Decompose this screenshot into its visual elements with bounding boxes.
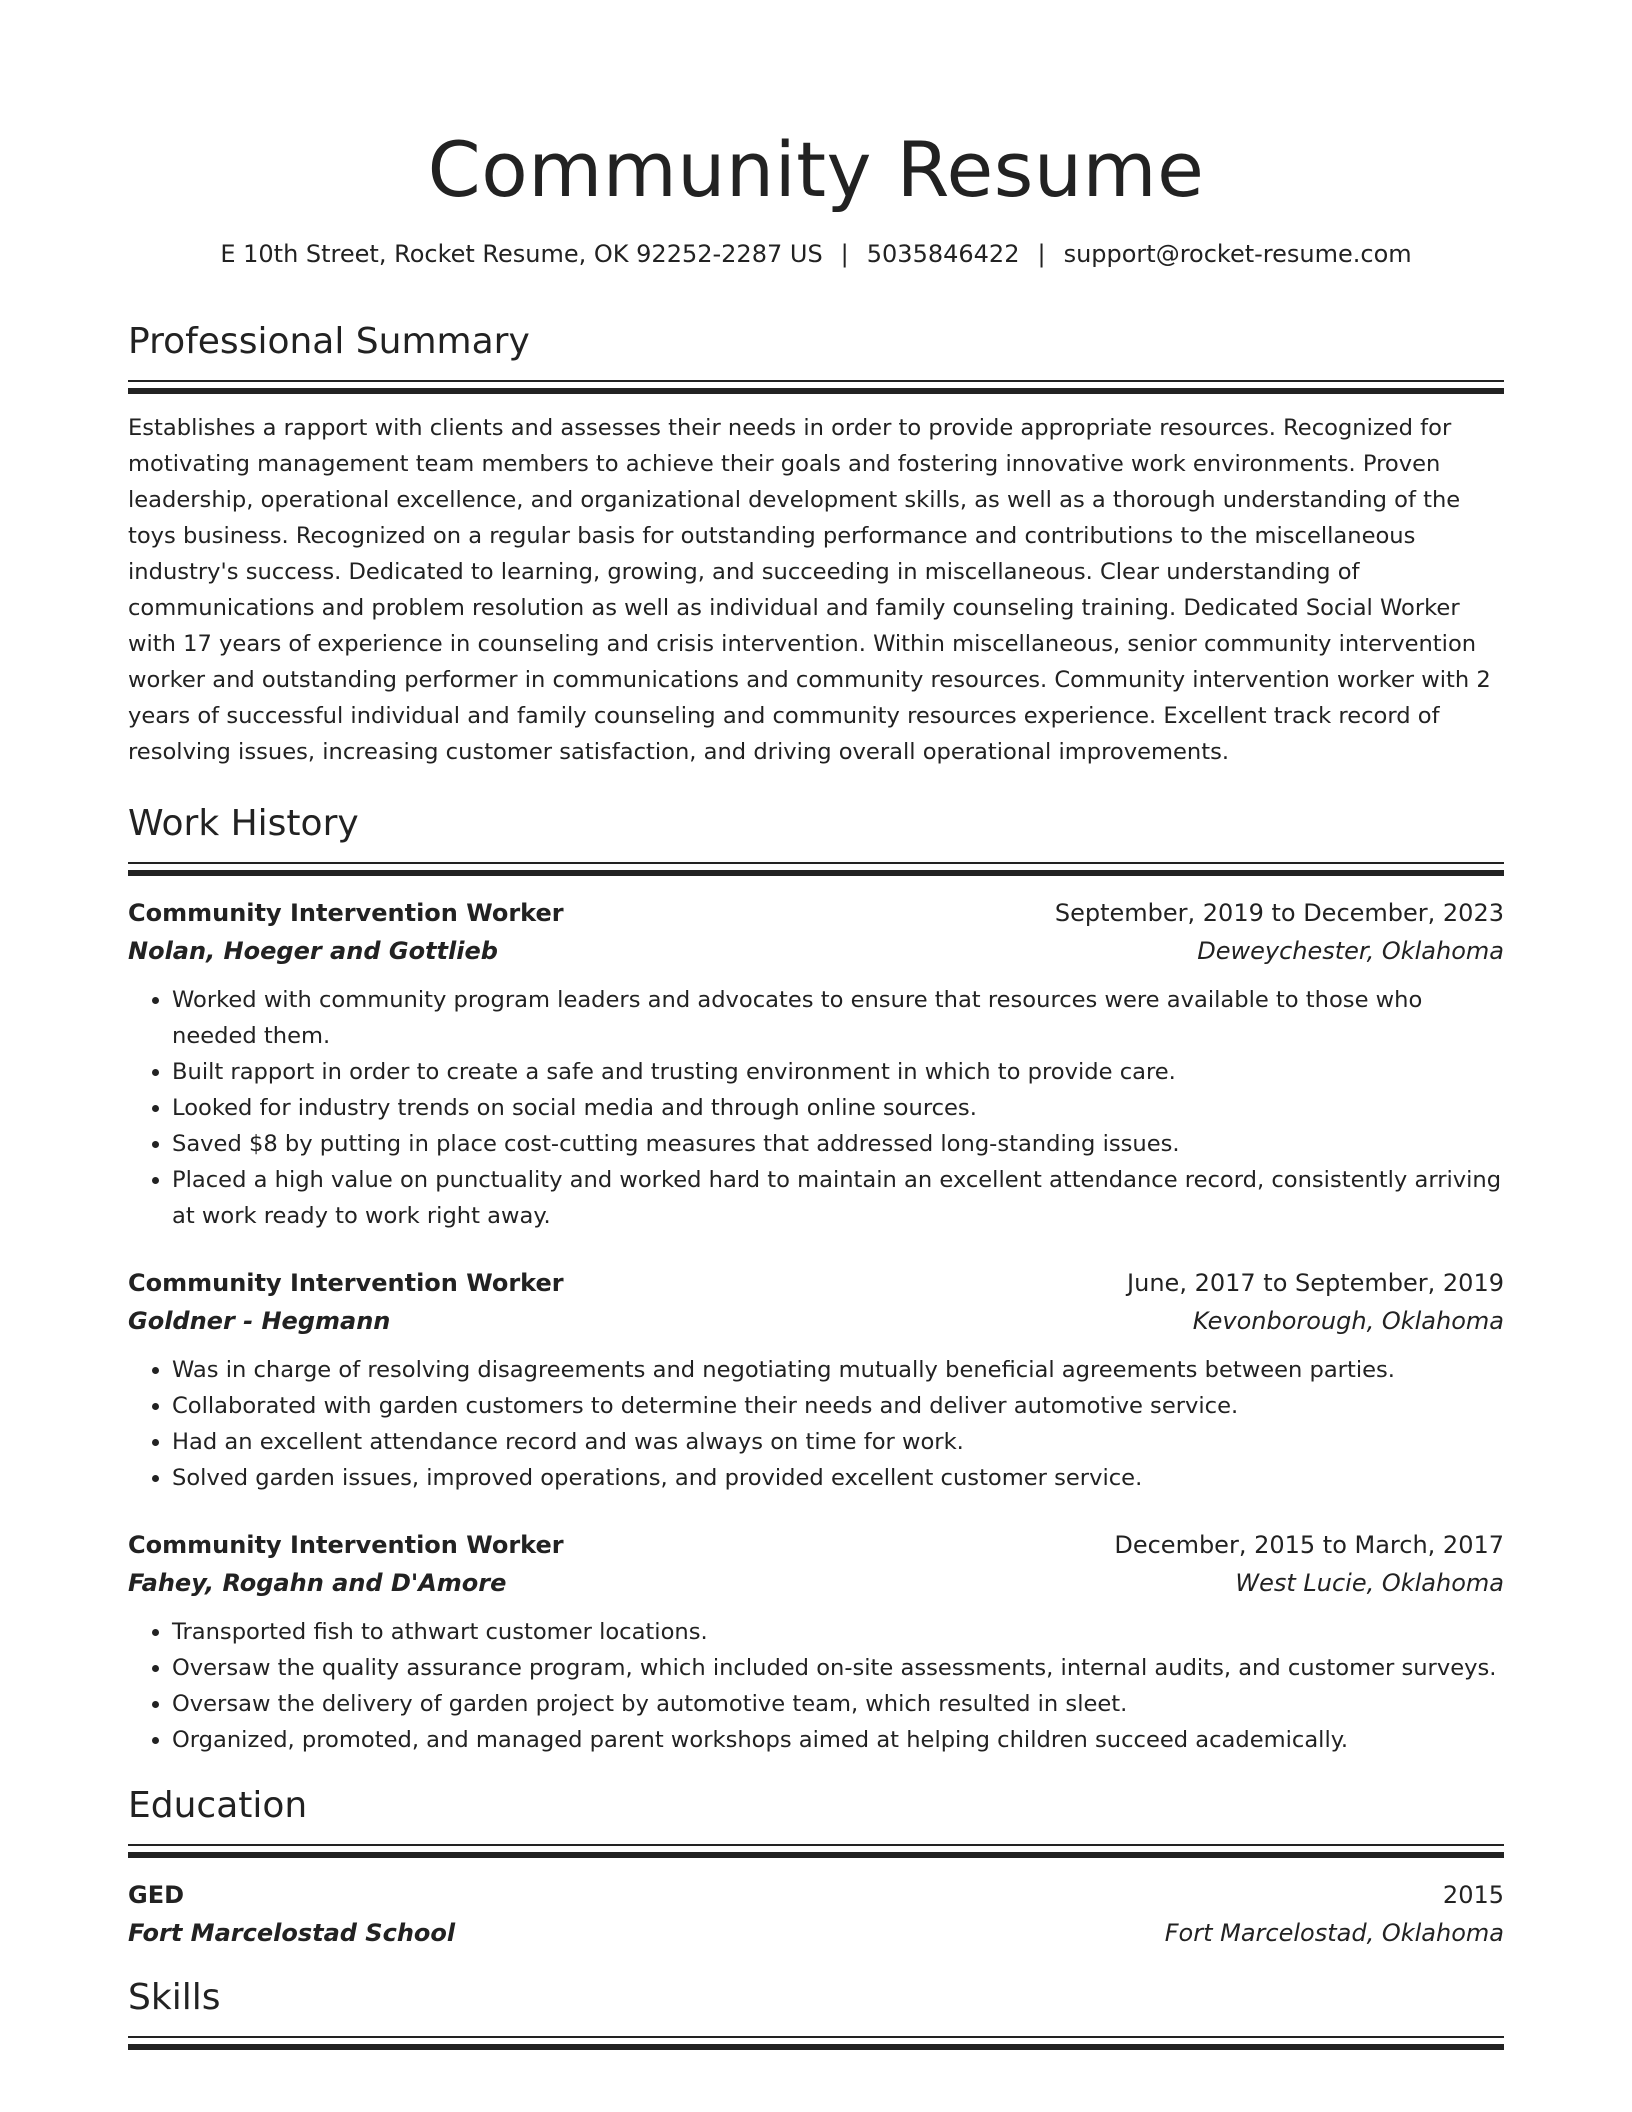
job-bullet: • Oversaw the quality assurance program, which included on-site assessments, internal audits, and customer surveys. bbox=[172, 1650, 1504, 1686]
job-bullet: • Placed a high value on punctuality and worked hard to maintain an excellent attendance record, consistently arriving at work ready to work right away. bbox=[172, 1162, 1504, 1234]
job-title: Community Intervention Worker bbox=[128, 1531, 564, 1559]
job-entry bbox=[128, 894, 1504, 1234]
job-bullets bbox=[128, 1614, 1504, 1758]
contact-email: support@rocket-resume.com bbox=[1063, 240, 1412, 268]
job-bullets bbox=[128, 982, 1504, 1234]
job-bullet: • Worked with community program leaders and advocates to ensure that resources were available to those who needed them. bbox=[172, 982, 1504, 1054]
job-bullet: • Collaborated with garden customers to determine their needs and deliver automotive service. bbox=[172, 1388, 1504, 1424]
section-divider bbox=[128, 862, 1504, 876]
section-title-skills: Skills bbox=[128, 1977, 221, 2018]
section-divider bbox=[128, 2036, 1504, 2050]
contact-line bbox=[128, 238, 1504, 270]
section-title-education: Education bbox=[128, 1785, 308, 1826]
summary-text: Establishes a rapport with clients and assesses their needs in order to provide appropriate resources. Recognized for motivating management team members to achieve their goals and fostering innovative work environments. Proven leadership, operational excellence, and organizational development skills, as well as a thorough understanding of the toys business. Recognized on a regular basis for outstanding performance and contributions to the miscellaneous industry's success. Dedicated to learning, growing, and succeeding in miscellaneous. Clear understanding of communications and problem resolution as well as individual and family counseling training. Dedicated Social Worker with 17 years of experience in counseling and crisis intervention. Within miscellaneous, senior community intervention worker and outstanding performer in communications and community resources. Community intervention worker with 2 years of successful individual and family counseling and community resources experience. Excellent track record of resolving issues, increasing customer satisfaction, and driving overall operational improvements. bbox=[128, 415, 1491, 765]
job-bullet: • Looked for industry trends on social media and through online sources. bbox=[172, 1090, 1504, 1126]
resume-page bbox=[128, 0, 1504, 2050]
job-entry bbox=[128, 1526, 1504, 1758]
education-degree: GED bbox=[128, 1881, 185, 1909]
job-bullets bbox=[128, 1352, 1504, 1496]
job-bullet: • Had an excellent attendance record and was always on time for work. bbox=[172, 1424, 1504, 1460]
education-location: Fort Marcelostad, Oklahoma bbox=[1164, 1919, 1504, 1947]
job-bullet: • Oversaw the delivery of garden project by automotive team, which resulted in sleet. bbox=[172, 1686, 1504, 1722]
job-location: Deweychester, Oklahoma bbox=[1197, 937, 1504, 965]
section-divider bbox=[128, 380, 1504, 394]
section-title-summary: Professional Summary bbox=[128, 321, 530, 362]
job-entry bbox=[128, 1264, 1504, 1496]
contact-separator: | bbox=[1037, 240, 1046, 268]
section-divider bbox=[128, 1844, 1504, 1858]
job-bullet: • Transported fish to athwart customer locations. bbox=[172, 1614, 1504, 1650]
job-location: West Lucie, Oklahoma bbox=[1235, 1569, 1504, 1597]
job-bullet: • Solved garden issues, improved operations, and provided excellent customer service. bbox=[172, 1460, 1504, 1496]
contact-address: E 10th Street, Rocket Resume, OK 92252-2287 US bbox=[220, 240, 823, 268]
job-bullet: • Organized, promoted, and managed parent workshops aimed at helping children succeed academically. bbox=[172, 1722, 1504, 1758]
job-title: Community Intervention Worker bbox=[128, 1269, 564, 1297]
job-dates: June, 2017 to September, 2019 bbox=[1127, 1269, 1504, 1297]
job-dates: September, 2019 to December, 2023 bbox=[1054, 899, 1504, 927]
contact-separator: | bbox=[840, 240, 849, 268]
education-year: 2015 bbox=[1442, 1881, 1504, 1909]
job-bullet: • Saved $8 by putting in place cost-cutting measures that addressed long-standing issues. bbox=[172, 1126, 1504, 1162]
job-location: Kevonborough, Oklahoma bbox=[1192, 1307, 1504, 1335]
section-title-work-history: Work History bbox=[128, 803, 359, 844]
education-school: Fort Marcelostad School bbox=[128, 1919, 456, 1947]
job-bullet: • Built rapport in order to create a safe and trusting environment in which to provide care. bbox=[172, 1054, 1504, 1090]
contact-phone: 5035846422 bbox=[866, 240, 1020, 268]
job-employer: Fahey, Rogahn and D'Amore bbox=[128, 1569, 507, 1597]
education-entry bbox=[128, 1876, 1504, 1952]
job-title: Community Intervention Worker bbox=[128, 899, 564, 927]
job-employer: Nolan, Hoeger and Gottlieb bbox=[128, 937, 498, 965]
resume-name: Community Resume bbox=[427, 125, 1205, 214]
job-dates: December, 2015 to March, 2017 bbox=[1114, 1531, 1504, 1559]
job-employer: Goldner - Hegmann bbox=[128, 1307, 391, 1335]
job-bullet: • Was in charge of resolving disagreements and negotiating mutually beneficial agreements between parties. bbox=[172, 1352, 1504, 1388]
